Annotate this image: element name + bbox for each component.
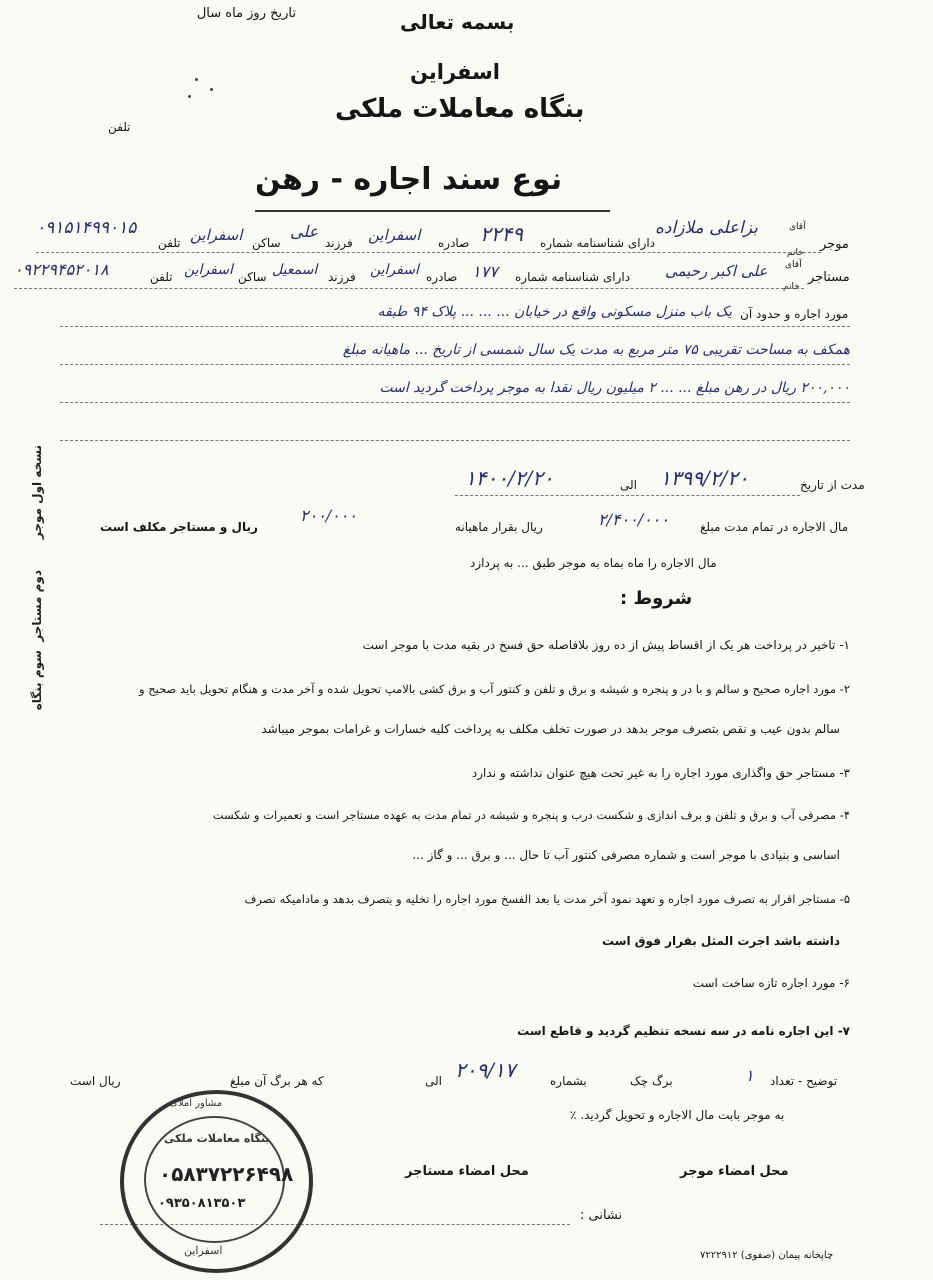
property-dotted-line-2 — [60, 364, 850, 365]
landlord-residence: اسفراین — [190, 226, 243, 244]
city-name: اسفراین — [410, 60, 501, 84]
tenant-residence: اسفراین — [184, 262, 233, 278]
condition-1: ۱- تاخیر در پرداخت هر یک از اقساط پیش از ده روز بلافاصله حق فسخ در بقیه مدت با موجر است — [362, 638, 850, 652]
agency-stamp — [120, 1090, 313, 1273]
condition-6: ۶- مورد اجاره تازه ساخت است — [692, 976, 850, 990]
landlord-issued-from: اسفراین — [368, 226, 421, 244]
tenant-dotted-line — [14, 288, 804, 289]
conditions-heading: شروط : — [620, 588, 693, 609]
cheque-sheet-label: برگ چک — [630, 1074, 673, 1088]
period-to-date: ۱۴۰۰/۲/۲۰ — [465, 466, 554, 490]
printer-credit: چاپخانه پیمان (صفوی) ۷۲۲۲۹۱۲ — [700, 1250, 834, 1261]
scan-speck — [195, 78, 198, 81]
tenant-signature-label: محل امضاء مستاجر — [405, 1164, 529, 1179]
landlord-phone: ۰۹۱۵۱۴۹۹۰۱۵ — [36, 218, 137, 238]
title-underline — [255, 210, 610, 212]
cheque-each-label: که هر برگ آن مبلغ — [230, 1074, 324, 1088]
monthly-amount: ۲۰۰/۰۰۰ — [300, 506, 357, 525]
tenant-title-ms: خانم — [783, 282, 800, 292]
stamp-bottom-text: اسفراین — [184, 1244, 223, 1257]
payment-line: مال الاجاره را ماه بماه به موجر طبق ... به پردازد — [470, 556, 717, 570]
stamp-top-text: مشاور املاک — [169, 1098, 223, 1109]
header-phone-label: تلفن — [108, 120, 131, 134]
condition-5a: ۵- مستاجر اقرار به تصرف مورد اجاره و تعهد نمود آخر مدت یا بعد الفسخ مورد اجاره را تخلیه و بتصرف بدهد و مادامیکه تصرف — [244, 892, 850, 906]
rial-end-label: ریال است — [70, 1074, 121, 1088]
property-label: مورد اجاره و حدود آن — [740, 307, 849, 321]
landlord-id-number: ۲۲۴۹ — [480, 222, 523, 246]
date-labels: تاریخ روز ماه سال — [196, 6, 296, 21]
side-note-copy-3: سوم بنگاه — [30, 650, 44, 711]
property-line-1: یک باب منزل مسکونی واقع در خیابان ... ... ... پلاک ۹۴ طبقه — [377, 304, 732, 320]
tenant-name: علی اکبر رحیمی — [665, 262, 768, 280]
condition-3: ۳- مستاجر حق واگذاری مورد اجاره را به غیر تحت هیچ عنوان نداشته و ندارد — [471, 766, 850, 780]
landlord-resident-label: ساکن — [252, 236, 281, 250]
rial-monthly-label: ریال بقرار ماهیانه — [455, 520, 543, 534]
condition-4a: ۴- مصرفی آب و برق و تلفن و برف اندازی و شکست درب و پنجره و شیشه در تمام مدت به عهده مستاجر است و تعمیرات و شکست — [212, 808, 850, 822]
condition-2b: سالم بدون عیب و نقص بتصرف موجر بدهد در صورت تخلف مکلف به پرداخت کلیه خسارات و غرامات بموجر میباشد — [261, 722, 840, 736]
period-to-label: الی — [620, 478, 637, 492]
landlord-label: موجر — [820, 237, 849, 252]
property-line-2: همکف به مساحت تقریبی ۷۵ متر مربع به مدت یک سال شمسی از تاریخ ... ماهیانه مبلغ — [342, 342, 850, 358]
cheque-to-label: الی — [425, 1074, 442, 1088]
note-label: توضیح - تعداد — [770, 1074, 838, 1088]
side-note-copy-2: دوم مستاجر — [30, 570, 44, 642]
landlord-id-label: دارای شناسنامه شماره — [540, 236, 656, 250]
tenant-obliged-text: ریال و مستاجر مکلف است — [100, 520, 258, 534]
landlord-signature-label: محل امضاء موجر — [680, 1164, 789, 1179]
condition-7: ۷- این اجاره نامه در سه نسخه تنظیم گردید و قاطع است — [517, 1024, 850, 1038]
tenant-phone-label: تلفن — [150, 270, 173, 284]
cheque-count: ۱ — [745, 1066, 754, 1085]
stamp-phone-2: ۰۹۳۵۰۸۱۳۵۰۳ — [158, 1196, 246, 1211]
landlord-dotted-line — [36, 252, 821, 253]
condition-5b: داشته باشد اجرت المثل بقرار فوق است — [602, 934, 840, 948]
tenant-issued-label: صادره — [426, 270, 458, 284]
cheque-serial: ۲۰۹/۱۷ — [455, 1058, 516, 1082]
property-dotted-line-3 — [60, 402, 850, 403]
receipt-line: به موجر بابت مال الاجاره و تحویل گردید. ٪ — [570, 1108, 785, 1122]
agency-name: بنگاه معاملات ملکی — [335, 94, 585, 124]
tenant-issued-from: اسفراین — [370, 262, 419, 278]
stamp-phone-1: ۰۵۸۳۷۲۲۶۴۹۸ — [159, 1162, 294, 1186]
tenant-phone: ۰۹۲۲۹۴۵۲۰۱۸ — [14, 260, 109, 279]
side-note-copy-1: نسخه اول موجر — [30, 445, 44, 540]
cheque-serial-label: بشماره — [550, 1074, 587, 1088]
tenant-father: اسمعیل — [272, 262, 318, 278]
address-label: نشانی : — [580, 1208, 623, 1223]
landlord-child-label: فرزند — [325, 236, 353, 250]
property-dotted-line-1 — [60, 326, 850, 327]
stamp-agency-name: بنگاه معاملات ملکی — [164, 1132, 270, 1145]
tenant-id-number: ۱۷۷ — [472, 262, 498, 281]
scan-speck — [188, 95, 191, 98]
scan-speck — [210, 88, 213, 91]
period-dotted-line — [455, 495, 800, 496]
tenant-title-mr: آقای — [785, 260, 802, 270]
total-rent-label: مال الاجاره در تمام مدت مبلغ — [700, 520, 849, 534]
landlord-issued-label: صادره — [438, 236, 470, 250]
document-type: نوع سند اجاره - رهن — [255, 162, 563, 197]
property-line-3: ۲۰۰,۰۰۰ ریال در رهن مبلغ ... ... ۲ میلیون ریال نقدا به موجر پرداخت گردید است — [379, 380, 850, 396]
tenant-resident-label: ساکن — [238, 270, 267, 284]
condition-2a: ۲- مورد اجاره صحیح و سالم و با در و پنجره و شیشه و برق و تلفن و کنتور آب و برق کشی بالامپ تحویل شده و آخر مدت و هنگام تحویل باید صحیح و — [139, 682, 850, 696]
blank-dotted-line — [60, 440, 850, 441]
landlord-phone-label: تلفن — [158, 236, 181, 250]
period-from-date: ۱۳۹۹/۲/۲۰ — [660, 466, 749, 490]
period-label: مدت از تاریخ — [800, 478, 865, 492]
landlord-name: بزاعلی ملازاده — [655, 218, 758, 238]
landlord-title-mr: آقای — [789, 222, 806, 232]
condition-4b: اساسی و بنیادی با موجر است و شماره مصرفی کنتور آب تا حال ... و برق ... و گاز ... — [412, 848, 840, 862]
landlord-father: علی — [290, 222, 319, 241]
total-rent-amount: ۲/۴۰۰/۰۰۰ — [598, 510, 669, 529]
landlord-title-ms: خانم — [787, 248, 804, 258]
tenant-child-label: فرزند — [328, 270, 356, 284]
bismillah: بسمه تعالی — [400, 10, 515, 34]
tenant-label: مستاجر — [808, 270, 850, 285]
tenant-id-label: دارای شناسنامه شماره — [515, 270, 631, 284]
